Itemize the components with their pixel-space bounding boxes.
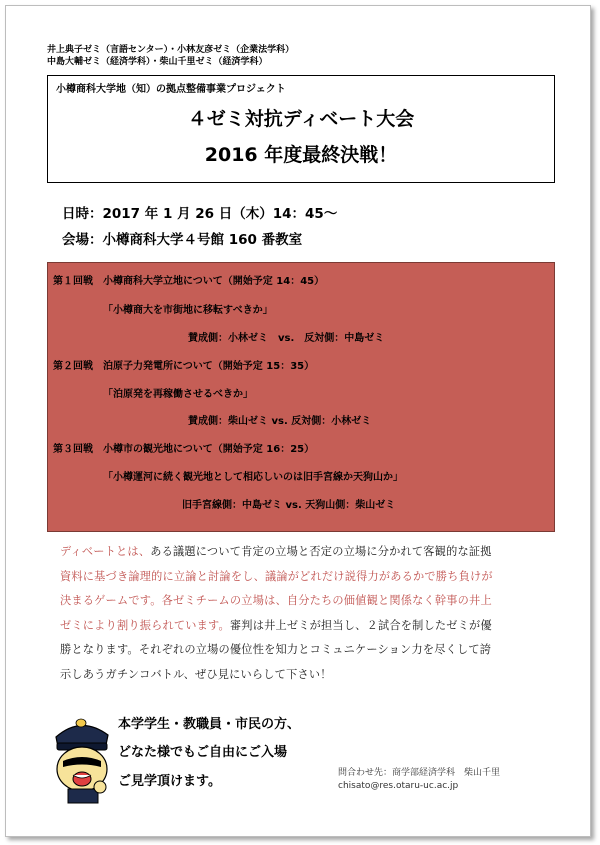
description-segment: 決まるゲームです。 <box>60 594 162 607</box>
description-line <box>60 589 546 614</box>
round-2-teams: 賛成側：柴山ゼミ vs. 反対側：小林ゼミ <box>188 416 372 427</box>
description-line <box>60 540 546 565</box>
event-datetime: 日時：2017 年 1 月 26 日（木）14：45〜 <box>62 206 338 222</box>
event-title: ４ゼミ対抗ディベート大会 <box>187 108 415 130</box>
welcome-line-3: ご見学頂けます。 <box>118 774 221 789</box>
description-segment: ゼミにより割り振られています。 <box>60 618 230 632</box>
event-subtitle: 2016 年度最終決戦！ <box>204 144 398 166</box>
description-line <box>60 614 546 639</box>
project-name: 小樽商科大学地（知）の拠点整備事業プロジェクト <box>56 84 286 95</box>
description-segment: ある議題について肯定の立場と否定の立場に分かれて客観的な証拠 <box>150 545 492 558</box>
organizer-line: 井上典子ゼミ（言語センター）・小林友彦ゼミ（企業法学科） <box>47 45 295 55</box>
schedule-box <box>47 262 555 532</box>
event-venue: 会場：小樽商科大学４号館 160 番教室 <box>62 232 303 248</box>
round-2-heading: 第２回戦 泊原子力発電所について（開始予定 15：35） <box>53 361 315 372</box>
welcome-line-1: 本学学生・教職員・市民の方、 <box>118 717 301 732</box>
round-1-teams: 賛成側：小林ゼミ vs. 反対側：中島ゼミ <box>188 333 385 344</box>
description-segment: 勝となります。それぞれの立場の優位性を知力とコミュニケーション力を尽くして誇 <box>60 643 492 656</box>
description <box>60 540 546 687</box>
description-line <box>60 638 546 663</box>
description-segment: 各ゼミチームの立場は、自分たちの価値観と関係なく幹事の井上 <box>161 594 492 607</box>
description-segment: 資料に基づき論理的に立論と討論をし、議論がどれだけ説得力があるかで勝ち負けが <box>60 569 493 583</box>
organizers <box>47 44 294 68</box>
round-1-heading: 第１回戦 小樽商科大学立地について（開始予定 14：45） <box>53 276 325 287</box>
welcome-line-2: どなた様でもご自由にご入場 <box>118 745 288 760</box>
round-2-motion: 「泊原発を再稼働させるべきか」 <box>103 389 253 400</box>
round-3-heading: 第３回戦 小樽市の観光地について（開始予定 16：25） <box>53 444 315 455</box>
contact-email: chisato@res.otaru-uc.ac.jp <box>338 781 459 791</box>
round-3-teams: 旧手宮線側：中島ゼミ vs. 天狗山側：柴山ゼミ <box>182 500 396 511</box>
description-segment: 示しあうガチンコバトル、ぜひ見にいらして下さい！ <box>60 667 332 681</box>
description-line <box>60 565 546 590</box>
police-cap-mascot-icon <box>48 707 114 805</box>
description-segment: ディベートとは、 <box>60 545 151 558</box>
contact-name: 問合わせ先：商学部経済学科 柴山千里 <box>338 768 501 778</box>
description-segment: 審判は井上ゼミが担当し、２試合を制したゼミが優 <box>229 618 492 632</box>
round-3-motion: 「小樽運河に続く観光地として相応しいのは旧手宮線か天狗山か」 <box>103 472 403 483</box>
round-1-motion: 「小樽商大を市街地に移転すべきか」 <box>103 305 273 316</box>
title-box <box>47 75 555 183</box>
organizer-line: 中島大輔ゼミ（経済学科）・柴山千里ゼミ（経済学科） <box>47 57 268 67</box>
description-line <box>60 663 546 688</box>
